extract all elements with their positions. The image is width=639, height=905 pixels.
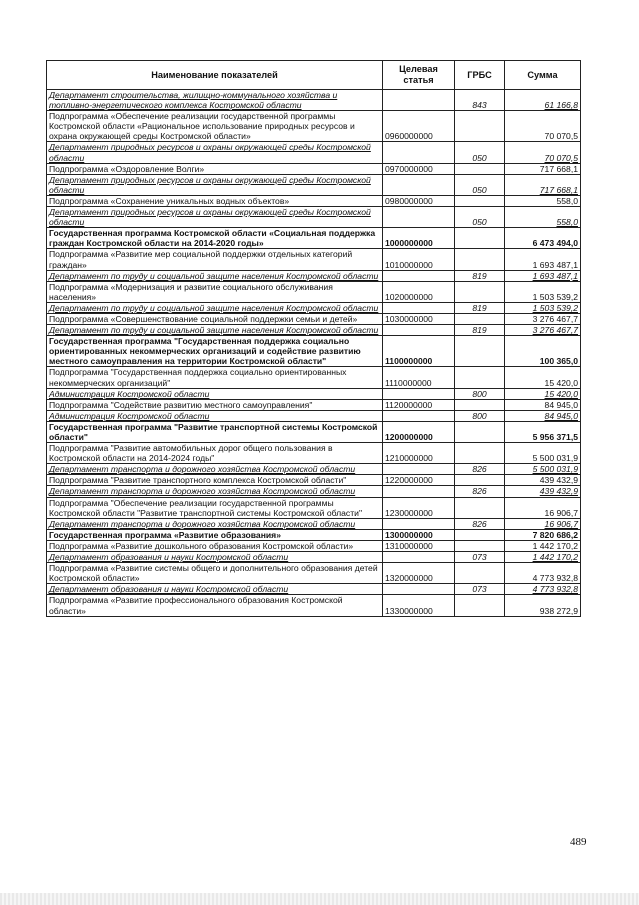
cell-name bbox=[47, 529, 383, 540]
cell-grbs bbox=[455, 475, 505, 486]
cell-name bbox=[47, 399, 383, 410]
cell-name bbox=[47, 540, 383, 551]
cell-target-article bbox=[383, 163, 455, 174]
cell-sum bbox=[505, 563, 581, 584]
table-row bbox=[47, 207, 581, 228]
cell-grbs bbox=[455, 443, 505, 464]
cell-name bbox=[47, 388, 383, 399]
cell-name-text: Подпрограмма «Развитие профессионального образования Костромской области» bbox=[49, 595, 343, 616]
cell-grbs-text: 819 bbox=[472, 270, 487, 281]
cell-grbs-text: 073 bbox=[472, 584, 487, 595]
cell-name-text: Подпрограмма «Модернизация и развитие социального обслуживания населения» bbox=[49, 281, 333, 302]
cell-sum bbox=[505, 529, 581, 540]
cell-sum bbox=[505, 497, 581, 518]
cell-name bbox=[47, 518, 383, 529]
cell-grbs bbox=[455, 518, 505, 529]
cell-target-article bbox=[383, 518, 455, 529]
cell-grbs bbox=[455, 270, 505, 281]
cell-target-article bbox=[383, 325, 455, 336]
cell-target-article bbox=[383, 410, 455, 421]
table-row bbox=[47, 195, 581, 206]
cell-sum-text: 1 442 170,2 bbox=[532, 552, 578, 563]
cell-target-article-text: 1300000000 bbox=[385, 529, 433, 540]
table-row bbox=[47, 336, 581, 367]
cell-target-article-text: 1230000000 bbox=[385, 507, 433, 518]
cell-sum-text: 558,0 bbox=[556, 195, 578, 206]
cell-target-article-text: 1030000000 bbox=[385, 313, 433, 324]
cell-sum-text: 717 668,1 bbox=[539, 163, 578, 174]
cell-name-text: Департамент природных ресурсов и охраны окружающей среды Костромской области bbox=[49, 174, 371, 195]
table-row bbox=[47, 584, 581, 595]
cell-sum bbox=[505, 399, 581, 410]
cell-sum bbox=[505, 584, 581, 595]
cell-name bbox=[47, 111, 383, 142]
cell-sum bbox=[505, 111, 581, 142]
table-row bbox=[47, 421, 581, 442]
cell-name bbox=[47, 228, 383, 249]
cell-target-article bbox=[383, 421, 455, 442]
table-row bbox=[47, 443, 581, 464]
cell-target-article bbox=[383, 475, 455, 486]
cell-name-text: Департамент строительства, жилищно-коммунального хозяйства и топливно-энергетического комплекса Костромской области bbox=[49, 90, 338, 111]
cell-name bbox=[47, 486, 383, 497]
cell-sum bbox=[505, 163, 581, 174]
cell-sum-text: 439 432,9 bbox=[539, 475, 578, 486]
cell-grbs-text: 050 bbox=[472, 217, 487, 228]
cell-name-text: Подпрограмма "Государственная поддержка социально ориентированных некоммерческих организаций" bbox=[49, 367, 347, 388]
cell-target-article bbox=[383, 302, 455, 313]
cell-grbs bbox=[455, 281, 505, 302]
cell-sum-text: 6 473 494,0 bbox=[532, 238, 578, 249]
cell-grbs-text: 050 bbox=[472, 152, 487, 163]
cell-name bbox=[47, 367, 383, 388]
cell-name bbox=[47, 207, 383, 228]
table-row bbox=[47, 497, 581, 518]
cell-sum-text: 15 420,0 bbox=[544, 377, 578, 388]
cell-grbs bbox=[455, 228, 505, 249]
cell-sum-text: 558,0 bbox=[556, 217, 578, 228]
cell-grbs bbox=[455, 163, 505, 174]
cell-sum bbox=[505, 302, 581, 313]
cell-grbs bbox=[455, 421, 505, 442]
cell-name-text: Подпрограмма «Развитие системы общего и дополнительного образования детей Костромской области» bbox=[49, 563, 378, 584]
cell-target-article-text: 1100000000 bbox=[385, 356, 433, 367]
cell-name bbox=[47, 249, 383, 270]
table-row bbox=[47, 464, 581, 475]
cell-sum-text: 61 166,8 bbox=[544, 100, 578, 111]
cell-name bbox=[47, 552, 383, 563]
cell-grbs bbox=[455, 497, 505, 518]
cell-target-article bbox=[383, 367, 455, 388]
cell-grbs bbox=[455, 325, 505, 336]
cell-name-text: Администрация Костромской области bbox=[49, 388, 210, 399]
cell-name-text: Департамент по труду и социальной защите населения Костромской области bbox=[49, 270, 379, 281]
table-row bbox=[47, 475, 581, 486]
table-row bbox=[47, 518, 581, 529]
cell-sum bbox=[505, 475, 581, 486]
cell-sum-text: 5 500 031,9 bbox=[532, 464, 578, 475]
cell-sum bbox=[505, 207, 581, 228]
cell-sum-text: 84 945,0 bbox=[544, 410, 578, 421]
cell-grbs bbox=[455, 249, 505, 270]
cell-target-article bbox=[383, 142, 455, 163]
cell-grbs bbox=[455, 540, 505, 551]
cell-sum bbox=[505, 518, 581, 529]
cell-name bbox=[47, 174, 383, 195]
cell-sum bbox=[505, 325, 581, 336]
cell-target-article bbox=[383, 388, 455, 399]
table-row bbox=[47, 111, 581, 142]
cell-target-article bbox=[383, 486, 455, 497]
cell-name-text: Подпрограмма "Обеспечение реализации государственной программы Костромской области "Развитие транспортной системы Костромской области" bbox=[49, 497, 363, 518]
table-row bbox=[47, 174, 581, 195]
header-name: Наименование показателей bbox=[47, 61, 383, 90]
table-row bbox=[47, 163, 581, 174]
cell-sum-text: 70 070,5 bbox=[544, 131, 578, 142]
cell-sum-text: 5 956 371,5 bbox=[532, 432, 578, 442]
cell-target-article-text: 1020000000 bbox=[385, 291, 433, 302]
table-row bbox=[47, 399, 581, 410]
cell-target-article bbox=[383, 595, 455, 616]
cell-name bbox=[47, 313, 383, 324]
cell-grbs bbox=[455, 410, 505, 421]
cell-target-article-text: 0960000000 bbox=[385, 131, 433, 142]
cell-sum-text: 1 503 539,2 bbox=[532, 291, 578, 302]
cell-name bbox=[47, 281, 383, 302]
cell-grbs-text: 826 bbox=[472, 464, 487, 475]
cell-sum bbox=[505, 90, 581, 111]
cell-target-article bbox=[383, 399, 455, 410]
cell-name bbox=[47, 90, 383, 111]
cell-sum bbox=[505, 421, 581, 442]
cell-grbs bbox=[455, 174, 505, 195]
cell-name bbox=[47, 464, 383, 475]
table-row bbox=[47, 325, 581, 336]
cell-sum-text: 1 693 487,1 bbox=[532, 259, 578, 270]
cell-sum-text: 4 773 932,8 bbox=[532, 584, 578, 595]
cell-sum-text: 938 272,9 bbox=[539, 605, 578, 616]
cell-name bbox=[47, 163, 383, 174]
table-header-row bbox=[47, 61, 581, 90]
cell-grbs bbox=[455, 90, 505, 111]
header-target-article: Целевая статья bbox=[383, 61, 455, 90]
cell-grbs-text: 826 bbox=[472, 518, 487, 529]
cell-name-text: Администрация Костромской области bbox=[49, 410, 210, 421]
cell-grbs-text: 819 bbox=[472, 325, 487, 336]
cell-sum-text: 1 442 170,2 bbox=[532, 540, 578, 551]
cell-grbs bbox=[455, 486, 505, 497]
cell-target-article bbox=[383, 228, 455, 249]
cell-target-article bbox=[383, 90, 455, 111]
cell-sum bbox=[505, 410, 581, 421]
cell-sum bbox=[505, 249, 581, 270]
cell-sum bbox=[505, 443, 581, 464]
cell-target-article-text: 1320000000 bbox=[385, 573, 433, 584]
cell-name bbox=[47, 195, 383, 206]
cell-target-article bbox=[383, 249, 455, 270]
cell-sum bbox=[505, 270, 581, 281]
cell-sum bbox=[505, 228, 581, 249]
cell-name bbox=[47, 142, 383, 163]
cell-sum-text: 1 503 539,2 bbox=[532, 302, 578, 313]
cell-sum bbox=[505, 595, 581, 616]
cell-target-article bbox=[383, 497, 455, 518]
cell-sum bbox=[505, 313, 581, 324]
table-row bbox=[47, 486, 581, 497]
cell-target-article bbox=[383, 563, 455, 584]
cell-target-article bbox=[383, 111, 455, 142]
cell-target-article-text: 1110000000 bbox=[385, 377, 432, 388]
cell-grbs bbox=[455, 142, 505, 163]
cell-target-article bbox=[383, 552, 455, 563]
cell-target-article bbox=[383, 174, 455, 195]
header-grbs: ГРБС bbox=[455, 61, 505, 90]
cell-grbs bbox=[455, 111, 505, 142]
cell-name-text: Подпрограмма "Развитие транспортного комплекса Костромской области" bbox=[49, 475, 347, 486]
cell-name-text: Департамент по труду и социальной защите населения Костромской области bbox=[49, 302, 379, 313]
scan-edge bbox=[0, 893, 639, 905]
cell-sum bbox=[505, 142, 581, 163]
cell-target-article bbox=[383, 270, 455, 281]
cell-grbs bbox=[455, 552, 505, 563]
cell-name-text: Подпрограмма «Сохранение уникальных водных объектов» bbox=[49, 195, 290, 206]
cell-name bbox=[47, 595, 383, 616]
cell-sum-text: 15 420,0 bbox=[544, 388, 578, 399]
cell-name-text: Департамент образования и науки Костромской области bbox=[49, 584, 289, 595]
cell-sum-text: 717 668,1 bbox=[539, 184, 578, 195]
cell-grbs bbox=[455, 313, 505, 324]
cell-grbs-text: 800 bbox=[472, 410, 487, 421]
cell-sum-text: 84 945,0 bbox=[544, 399, 578, 410]
cell-grbs bbox=[455, 388, 505, 399]
cell-name-text: Подпрограмма «Обеспечение реализации государственной программы Костромской области «Рациональное использование природных ресурсов и охрана окружающей среды Костромской области» bbox=[49, 111, 355, 142]
cell-sum bbox=[505, 367, 581, 388]
cell-sum-text: 16 906,7 bbox=[544, 507, 578, 518]
cell-target-article bbox=[383, 313, 455, 324]
cell-grbs-text: 073 bbox=[472, 552, 487, 563]
table-row bbox=[47, 367, 581, 388]
cell-grbs bbox=[455, 302, 505, 313]
table-row bbox=[47, 552, 581, 563]
cell-target-article bbox=[383, 584, 455, 595]
cell-sum bbox=[505, 388, 581, 399]
cell-name-text: Департамент образования и науки Костромской области bbox=[49, 552, 289, 563]
cell-target-article-text: 1210000000 bbox=[385, 453, 433, 464]
cell-target-article-text: 1310000000 bbox=[385, 540, 433, 551]
cell-sum bbox=[505, 552, 581, 563]
cell-name-text: Подпрограмма «Совершенствование социальной поддержки семьи и детей» bbox=[49, 313, 358, 324]
cell-name-text: Государственная программа "Государственная поддержка социально ориентированных некоммерческих организаций и содействие развитию местного самоуправления на территории Костромской области" bbox=[49, 336, 361, 367]
cell-name-text: Департамент природных ресурсов и охраны окружающей среды Костромской области bbox=[49, 142, 371, 163]
cell-name bbox=[47, 584, 383, 595]
table-row bbox=[47, 595, 581, 616]
cell-grbs-text: 843 bbox=[472, 100, 487, 111]
table-row bbox=[47, 302, 581, 313]
cell-grbs bbox=[455, 336, 505, 367]
table-body bbox=[47, 90, 581, 617]
page-number: 489 bbox=[570, 836, 587, 848]
cell-name bbox=[47, 410, 383, 421]
cell-sum-text: 4 773 932,8 bbox=[532, 573, 578, 584]
cell-grbs bbox=[455, 207, 505, 228]
cell-target-article-text: 1010000000 bbox=[385, 259, 433, 270]
cell-grbs bbox=[455, 584, 505, 595]
table-row bbox=[47, 270, 581, 281]
cell-sum-text: 1 693 487,1 bbox=[532, 270, 578, 281]
cell-name-text: Подпрограмма "Развитие автомобильных дорог общего пользования в Костромской области на 2014-2024 годы" bbox=[49, 443, 333, 464]
table-row bbox=[47, 410, 581, 421]
cell-target-article bbox=[383, 195, 455, 206]
cell-sum-text: 3 276 467,7 bbox=[532, 313, 578, 324]
cell-sum bbox=[505, 486, 581, 497]
table-row bbox=[47, 281, 581, 302]
cell-name-text: Государственная программа "Развитие транспортной системы Костромской области" bbox=[49, 421, 378, 442]
cell-target-article-text: 0970000000 bbox=[385, 163, 433, 174]
cell-name-text: Департамент транспорта и дорожного хозяйства Костромской области bbox=[49, 518, 356, 529]
cell-name bbox=[47, 336, 383, 367]
cell-grbs bbox=[455, 464, 505, 475]
cell-name bbox=[47, 475, 383, 486]
cell-target-article bbox=[383, 540, 455, 551]
cell-target-article bbox=[383, 207, 455, 228]
cell-target-article bbox=[383, 529, 455, 540]
cell-name-text: Департамент природных ресурсов и охраны окружающей среды Костромской области bbox=[49, 207, 371, 228]
cell-target-article-text: 1220000000 bbox=[385, 475, 433, 486]
table-row bbox=[47, 142, 581, 163]
table-row bbox=[47, 90, 581, 111]
cell-target-article-text: 1120000000 bbox=[385, 399, 433, 410]
cell-grbs-text: 826 bbox=[472, 486, 487, 497]
cell-name bbox=[47, 443, 383, 464]
cell-sum bbox=[505, 195, 581, 206]
cell-grbs-text: 800 bbox=[472, 388, 487, 399]
cell-sum-text: 16 906,7 bbox=[544, 518, 578, 529]
cell-grbs bbox=[455, 367, 505, 388]
cell-target-article-text: 1330000000 bbox=[385, 605, 433, 616]
cell-name-text: Государственная программа Костромской области «Социальная поддержка граждан Костромской области на 2014-2020 годы» bbox=[49, 228, 376, 249]
table-row bbox=[47, 313, 581, 324]
cell-target-article-text: 1000000000 bbox=[385, 238, 433, 249]
cell-sum-text: 100 365,0 bbox=[539, 356, 578, 367]
cell-target-article bbox=[383, 336, 455, 367]
cell-name-text: Подпрограмма «Развитие дошкольного образования Костромской области» bbox=[49, 540, 354, 551]
cell-name-text: Департамент транспорта и дорожного хозяйства Костромской области bbox=[49, 486, 356, 497]
cell-sum bbox=[505, 281, 581, 302]
cell-name-text: Подпрограмма «Развитие мер социальной поддержки отдельных категорий граждан» bbox=[49, 249, 353, 270]
cell-name-text: Подпрограмма «Оздоровление Волги» bbox=[49, 163, 205, 174]
cell-target-article-text: 0980000000 bbox=[385, 195, 433, 206]
header-sum: Сумма bbox=[505, 61, 581, 90]
cell-grbs bbox=[455, 399, 505, 410]
cell-sum-text: 7 820 686,2 bbox=[532, 529, 578, 540]
cell-sum bbox=[505, 174, 581, 195]
table-row bbox=[47, 563, 581, 584]
cell-grbs bbox=[455, 563, 505, 584]
cell-name-text: Департамент транспорта и дорожного хозяйства Костромской области bbox=[49, 464, 356, 475]
cell-name bbox=[47, 270, 383, 281]
cell-sum-text: 70 070,5 bbox=[544, 152, 578, 163]
cell-target-article bbox=[383, 281, 455, 302]
cell-target-article bbox=[383, 443, 455, 464]
cell-name bbox=[47, 497, 383, 518]
table-row bbox=[47, 540, 581, 551]
cell-sum bbox=[505, 540, 581, 551]
cell-sum-text: 5 500 031,9 bbox=[532, 453, 578, 464]
cell-grbs-text: 050 bbox=[472, 184, 487, 195]
cell-grbs bbox=[455, 529, 505, 540]
table-row bbox=[47, 388, 581, 399]
cell-sum-text: 3 276 467,7 bbox=[532, 325, 578, 336]
cell-name-text: Государственная программа «Развитие образования» bbox=[49, 529, 281, 540]
cell-name-text: Департамент по труду и социальной защите населения Костромской области bbox=[49, 325, 379, 336]
cell-target-article-text: 1200000000 bbox=[385, 432, 433, 442]
table-row bbox=[47, 249, 581, 270]
cell-name bbox=[47, 563, 383, 584]
cell-sum bbox=[505, 336, 581, 367]
budget-table bbox=[46, 60, 581, 617]
cell-name-text: Подпрограмма "Содействие развитию местного самоуправления" bbox=[49, 399, 313, 410]
cell-name bbox=[47, 302, 383, 313]
cell-grbs bbox=[455, 595, 505, 616]
cell-name bbox=[47, 325, 383, 336]
cell-grbs bbox=[455, 195, 505, 206]
cell-target-article bbox=[383, 464, 455, 475]
table-row bbox=[47, 529, 581, 540]
cell-sum-text: 439 432,9 bbox=[539, 486, 578, 497]
cell-name bbox=[47, 421, 383, 442]
table-row bbox=[47, 228, 581, 249]
cell-sum bbox=[505, 464, 581, 475]
cell-grbs-text: 819 bbox=[472, 302, 487, 313]
